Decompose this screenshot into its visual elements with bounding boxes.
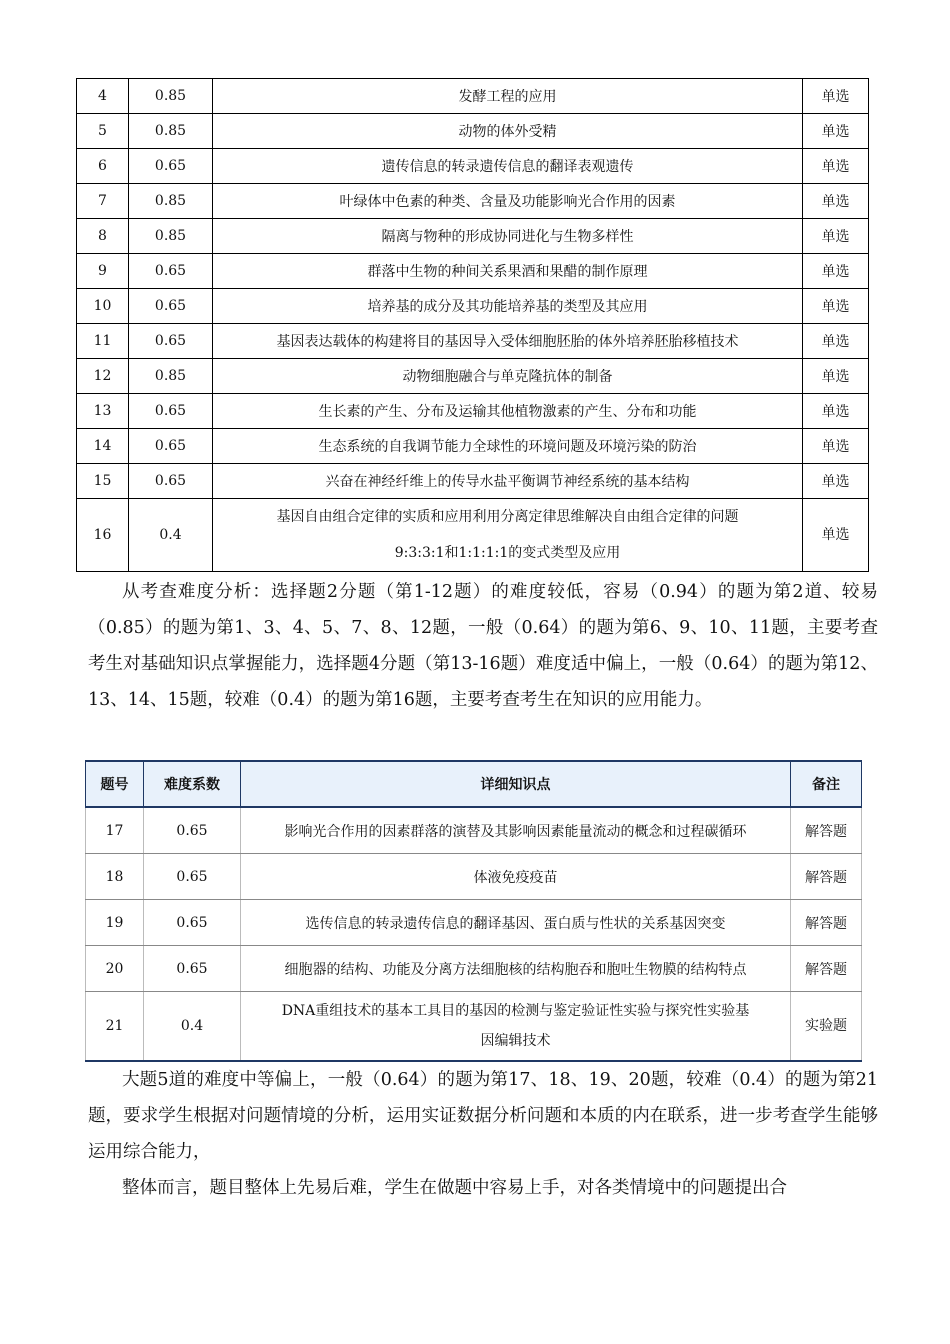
header-note: 备注 [791, 761, 862, 807]
knowledge-table-choice [76, 78, 869, 572]
question-type: 解答题 [791, 854, 862, 900]
question-number: 6 [77, 149, 129, 184]
header-num: 题号 [86, 761, 144, 807]
question-number: 5 [77, 114, 129, 149]
table-row [77, 184, 869, 219]
question-type: 单选 [803, 324, 869, 359]
question-type: 单选 [803, 219, 869, 254]
difficulty-coefficient: 0.4 [129, 499, 213, 572]
table-row [77, 394, 869, 429]
table-row [86, 900, 862, 946]
question-number: 13 [77, 394, 129, 429]
question-type: 单选 [803, 149, 869, 184]
difficulty-coefficient: 0.65 [129, 464, 213, 499]
header-topic: 详细知识点 [241, 761, 791, 807]
difficulty-coefficient: 0.65 [144, 854, 241, 900]
knowledge-points [241, 992, 791, 1062]
question-number: 9 [77, 254, 129, 289]
question-number: 19 [86, 900, 144, 946]
difficulty-coefficient: 0.65 [144, 900, 241, 946]
table-row [77, 429, 869, 464]
difficulty-coefficient: 0.65 [129, 394, 213, 429]
knowledge-points-line: 因编辑技术 [480, 1033, 551, 1049]
analysis-paragraph-answer: 大题5道的难度中等偏上，一般（0.64）的题为第17、18、19、20题，较难（0.4）的题为第21题，要求学生根据对问题情境的分析，运用实证数据分析问题和本质的内在联系，进一步考查学生能够运用综合能力， [88, 1070, 878, 1162]
question-number: 17 [86, 807, 144, 854]
question-number: 8 [77, 219, 129, 254]
table-row [77, 219, 869, 254]
question-number: 14 [77, 429, 129, 464]
summary-paragraph: 整体而言，题目整体上先易后难，学生在做题中容易上手，对各类情境中的问题提出合 [122, 1178, 787, 1198]
knowledge-points: 生态系统的自我调节能力全球性的环境问题及环境污染的防治 [213, 429, 803, 464]
question-type: 解答题 [791, 900, 862, 946]
knowledge-points: 动物的体外受精 [213, 114, 803, 149]
knowledge-points: 叶绿体中色素的种类、含量及功能影响光合作用的因素 [213, 184, 803, 219]
question-number: 21 [86, 992, 144, 1062]
knowledge-points: 培养基的成分及其功能培养基的类型及其应用 [213, 289, 803, 324]
knowledge-points-line: 9:3:3:1和1:1:1:1的变式类型及应用 [394, 545, 621, 561]
knowledge-points [213, 499, 803, 572]
question-type: 单选 [803, 114, 869, 149]
knowledge-points: 动物细胞融合与单克隆抗体的制备 [213, 359, 803, 394]
difficulty-coefficient: 0.85 [129, 79, 213, 114]
question-number: 12 [77, 359, 129, 394]
question-number: 4 [77, 79, 129, 114]
knowledge-points: 影响光合作用的因素群落的演替及其影响因素能量流动的概念和过程碳循环 [241, 807, 791, 854]
question-number: 7 [77, 184, 129, 219]
table-row [77, 79, 869, 114]
table-row [77, 149, 869, 184]
knowledge-points: 基因表达载体的构建将目的基因导入受体细胞胚胎的体外培养胚胎移植技术 [213, 324, 803, 359]
difficulty-coefficient: 0.85 [129, 359, 213, 394]
table-row [86, 946, 862, 992]
question-type: 单选 [803, 429, 869, 464]
knowledge-points-line: 基因自由组合定律的实质和应用利用分离定律思维解决自由组合定律的问题 [276, 509, 739, 525]
difficulty-coefficient: 0.85 [129, 219, 213, 254]
difficulty-coefficient: 0.65 [129, 429, 213, 464]
analysis-paragraph-choice: 从考查难度分析：选择题2分题（第1-12题）的难度较低，容易（0.94）的题为第2道、较易（0.85）的题为第1、3、4、5、7、8、12题，一般（0.64）的题为第6、9、10、11题，主要考查考生对基础知识点掌握能力，选择题4分题（第13-16题）难度适中偏上，一般（0.64）的题为第12、13、14、15题，较难（0.4）的题为第16题，主要考查考生在知识的应用能力。 [88, 582, 878, 710]
table-row [86, 992, 862, 1062]
table-row [77, 464, 869, 499]
question-type: 单选 [803, 359, 869, 394]
table-row [86, 807, 862, 854]
question-number: 20 [86, 946, 144, 992]
difficulty-coefficient: 0.4 [144, 992, 241, 1062]
knowledge-table-answer [85, 760, 862, 1062]
question-type: 实验题 [791, 992, 862, 1062]
header-coef: 难度系数 [144, 761, 241, 807]
question-type: 解答题 [791, 946, 862, 992]
question-type: 单选 [803, 499, 869, 572]
question-number: 15 [77, 464, 129, 499]
knowledge-points: 隔离与物种的形成协同进化与生物多样性 [213, 219, 803, 254]
question-type: 单选 [803, 394, 869, 429]
question-number: 10 [77, 289, 129, 324]
question-type: 单选 [803, 184, 869, 219]
difficulty-coefficient: 0.65 [144, 807, 241, 854]
table-row [77, 114, 869, 149]
table-row [77, 324, 869, 359]
question-type: 单选 [803, 289, 869, 324]
table-row [77, 254, 869, 289]
knowledge-points-line: DNA重组技术的基本工具目的基因的检测与鉴定验证性实验与探究性实验基 [281, 1003, 750, 1019]
knowledge-points: 发酵工程的应用 [213, 79, 803, 114]
knowledge-points: 生长素的产生、分布及运输其他植物激素的产生、分布和功能 [213, 394, 803, 429]
question-type: 单选 [803, 464, 869, 499]
knowledge-points: 群落中生物的种间关系果酒和果醋的制作原理 [213, 254, 803, 289]
table-row [77, 499, 869, 572]
difficulty-coefficient: 0.85 [129, 114, 213, 149]
table-row [77, 359, 869, 394]
knowledge-points: 遗传信息的转录遗传信息的翻译表观遗传 [213, 149, 803, 184]
question-number: 18 [86, 854, 144, 900]
knowledge-points: 体液免疫疫苗 [241, 854, 791, 900]
difficulty-coefficient: 0.85 [129, 184, 213, 219]
difficulty-coefficient: 0.65 [129, 254, 213, 289]
question-type: 单选 [803, 254, 869, 289]
difficulty-coefficient: 0.65 [129, 324, 213, 359]
question-number: 11 [77, 324, 129, 359]
question-number: 16 [77, 499, 129, 572]
knowledge-points: 兴奋在神经纤维上的传导水盐平衡调节神经系统的基本结构 [213, 464, 803, 499]
question-type: 解答题 [791, 807, 862, 854]
knowledge-points: 细胞器的结构、功能及分离方法细胞核的结构胞吞和胞吐生物膜的结构特点 [241, 946, 791, 992]
knowledge-points: 选传信息的转录遗传信息的翻译基因、蛋白质与性状的关系基因突变 [241, 900, 791, 946]
difficulty-coefficient: 0.65 [144, 946, 241, 992]
table-row [77, 289, 869, 324]
difficulty-coefficient: 0.65 [129, 149, 213, 184]
question-type: 单选 [803, 79, 869, 114]
difficulty-coefficient: 0.65 [129, 289, 213, 324]
table-row [86, 854, 862, 900]
